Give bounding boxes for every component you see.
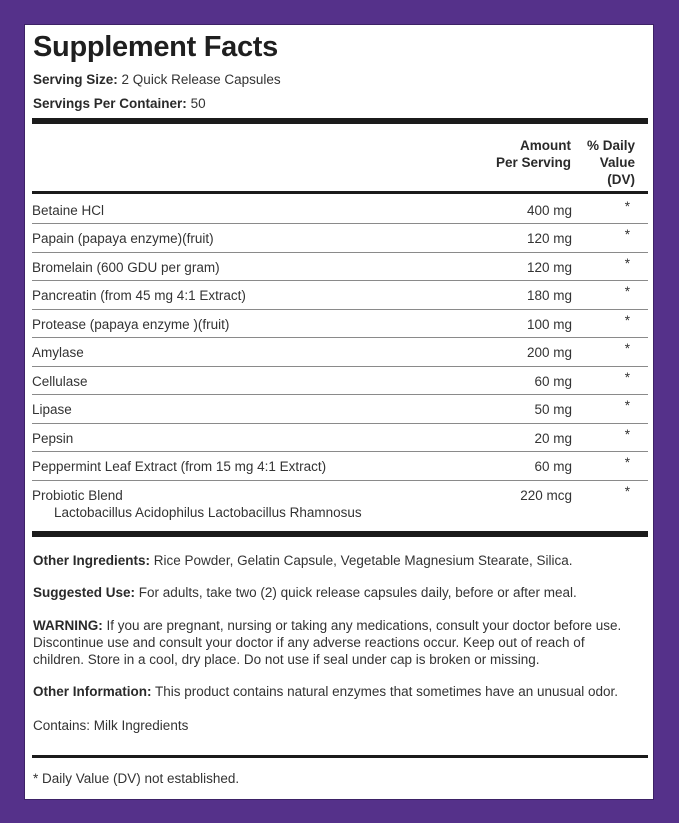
suggested-use xyxy=(33,584,645,601)
ingredient-amount: 220 mcg xyxy=(520,488,572,503)
row-divider xyxy=(32,252,648,253)
row-divider xyxy=(32,451,648,452)
divider-top xyxy=(32,118,648,124)
row-divider xyxy=(32,366,648,367)
ingredient-amount: 20 mg xyxy=(534,431,572,446)
dv-header-line3: (DV) xyxy=(607,172,635,187)
ingredient-amount: 400 mg xyxy=(526,203,572,218)
ingredient-name: Betaine HCl xyxy=(32,203,105,218)
ingredient-dv: * xyxy=(624,398,630,413)
serving-size-value: 2 Quick Release Capsules xyxy=(121,72,281,87)
page-title: Supplement Facts xyxy=(33,31,278,63)
ingredient-name: Bromelain (600 GDU per gram) xyxy=(32,260,220,275)
divider-bottom xyxy=(32,531,648,537)
warning-line2: Discontinue use and consult your doctor if any adverse reactions occur. Keep out of reach of xyxy=(33,635,585,650)
servings-per-container-value: 50 xyxy=(190,96,206,111)
serving-size-label: Serving Size: xyxy=(33,72,118,87)
divider-header xyxy=(32,191,648,194)
ingredient-amount: 50 mg xyxy=(534,402,572,417)
warning-line3: children. Store in a cool, dry place. Do not use if seal under cap is broken or missing. xyxy=(33,652,540,667)
ingredient-name: Lipase xyxy=(32,402,72,417)
row-divider xyxy=(32,423,648,424)
serving-size xyxy=(33,72,281,87)
ingredient-name: Probiotic Blend xyxy=(32,488,123,503)
ingredient-amount: 120 mg xyxy=(526,260,572,275)
amount-column-header xyxy=(496,137,571,171)
ingredient-dv: * xyxy=(624,313,630,328)
ingredient-amount: 100 mg xyxy=(526,317,572,332)
amount-header-line2: Per Serving xyxy=(495,155,571,170)
ingredient-amount: 60 mg xyxy=(534,459,572,474)
ingredient-dv: * xyxy=(624,341,630,356)
row-divider xyxy=(32,337,648,338)
divider-footnote xyxy=(32,755,648,758)
ingredient-dv: * xyxy=(624,284,630,299)
ingredient-dv: * xyxy=(624,484,630,499)
dv-header-line1: % Daily xyxy=(586,138,635,153)
row-divider xyxy=(32,480,648,481)
warning xyxy=(33,617,645,668)
dv-header-line2: Value xyxy=(599,155,635,170)
ingredient-amount: 60 mg xyxy=(534,374,572,389)
other-information-text: This product contains natural enzymes that sometimes have an unusual odor. xyxy=(155,684,619,699)
contains: Contains: Milk Ingredients xyxy=(33,718,189,733)
row-divider xyxy=(32,394,648,395)
warning-label: WARNING: xyxy=(33,618,103,633)
ingredient-name: Pancreatin (from 45 mg 4:1 Extract) xyxy=(32,288,246,303)
ingredient-dv: * xyxy=(624,455,630,470)
other-ingredients-label: Other Ingredients: xyxy=(33,553,151,568)
ingredient-amount: 200 mg xyxy=(526,345,572,360)
servings-per-container xyxy=(33,96,206,111)
ingredient-name: Peppermint Leaf Extract (from 15 mg 4:1 Extract) xyxy=(32,459,327,474)
other-information xyxy=(33,683,645,700)
ingredient-dv: * xyxy=(624,256,630,271)
row-divider xyxy=(32,309,648,310)
warning-line1: If you are pregnant, nursing or taking any medications, consult your doctor before use. xyxy=(106,618,622,633)
ingredient-name: Pepsin xyxy=(32,431,74,446)
other-information-label: Other Information: xyxy=(33,684,152,699)
ingredient-dv: * xyxy=(624,370,630,385)
row-divider xyxy=(32,280,648,281)
supplement-facts-panel xyxy=(24,24,654,800)
ingredient-dv: * xyxy=(624,427,630,442)
ingredient-amount: 180 mg xyxy=(526,288,572,303)
servings-per-container-label: Servings Per Container: xyxy=(33,96,187,111)
ingredient-name: Cellulase xyxy=(32,374,88,389)
suggested-use-label: Suggested Use: xyxy=(33,585,136,600)
ingredient-dv: * xyxy=(624,199,630,214)
ingredient-dv: * xyxy=(624,227,630,242)
other-ingredients-text: Rice Powder, Gelatin Capsule, Vegetable Magnesium Stearate, Silica. xyxy=(153,553,573,568)
row-divider xyxy=(32,223,648,224)
ingredient-amount: 120 mg xyxy=(526,231,572,246)
ingredient-name: Papain (papaya enzyme)(fruit) xyxy=(32,231,214,246)
ingredient-name: Amylase xyxy=(32,345,84,360)
ingredient-sub: Lactobacillus Acidophilus Lactobacillus Rhamnosus xyxy=(54,505,362,520)
ingredient-name: Protease (papaya enzyme )(fruit) xyxy=(32,317,230,332)
other-ingredients xyxy=(33,552,645,569)
suggested-use-text: For adults, take two (2) quick release capsules daily, before or after meal. xyxy=(138,585,577,600)
amount-header-line1: Amount xyxy=(520,138,571,153)
dv-column-header xyxy=(587,137,635,188)
footnote: * Daily Value (DV) not established. xyxy=(33,771,240,786)
